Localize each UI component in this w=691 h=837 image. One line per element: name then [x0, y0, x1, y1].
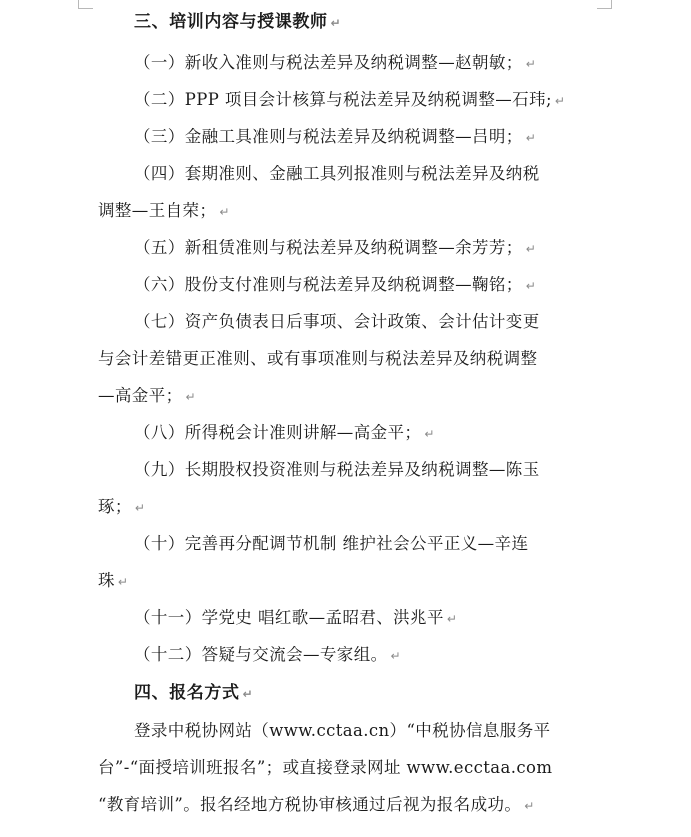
list-item-text: 珠	[98, 571, 115, 590]
list-item-text: （十二）答疑与交流会—专家组。	[134, 645, 388, 664]
list-item-text: （一）新收入准则与税法差异及纳税调整—赵朝敏；	[134, 53, 523, 72]
heading-text: 四、报名方式	[134, 683, 240, 703]
list-item	[134, 163, 594, 185]
list-item-text: 琢；	[98, 497, 132, 516]
paragraph-text: 登录中税协网站（www.cctaa.cn）“中税协信息服务平	[134, 721, 551, 740]
paragraph-mark: ↵	[424, 427, 435, 441]
list-item-text: （八）所得税会计准则讲解—高金平；	[134, 423, 422, 442]
paragraph-mark: ↵	[524, 799, 535, 813]
margin-corner-mark-right	[597, 0, 612, 9]
list-item-text: （七）资产负债表日后事项、会计政策、会计估计变更	[134, 312, 540, 331]
list-item-continuation	[98, 385, 598, 408]
list-item-text: （四）套期准则、金融工具列报准则与税法差异及纳税	[134, 164, 540, 183]
paragraph-text: “教育培训”。报名经地方税协审核通过后视为报名成功。	[98, 795, 522, 814]
list-item-text: （十一）学党史 唱红歌—孟昭君、洪兆平	[134, 608, 444, 627]
list-item-continuation	[98, 348, 598, 370]
list-item-continuation	[98, 496, 598, 519]
list-item-text: （十）完善再分配调节机制 维护社会公平正义—辛连	[134, 534, 529, 553]
list-item-text: —高金平；	[98, 386, 183, 405]
registration-paragraph-line	[98, 794, 598, 817]
list-item-text: （五）新租赁准则与税法差异及纳税调整—余芳芳；	[134, 238, 523, 257]
list-item	[134, 274, 634, 297]
paragraph-mark: ↵	[525, 131, 537, 145]
list-item	[134, 533, 634, 555]
list-item	[134, 126, 634, 149]
list-item-text: （九）长期股权投资准则与税法差异及纳税调整—陈玉	[134, 460, 540, 479]
section-heading-registration	[134, 682, 634, 705]
list-item-text: （二）PPP 项目会计核算与税法差异及纳税调整—石玮;	[134, 90, 552, 109]
list-item-text: 调整—王自荣；	[98, 201, 217, 220]
paragraph-mark: ↵	[117, 575, 129, 589]
paragraph-mark: ↵	[219, 205, 230, 219]
paragraph-mark: ↵	[554, 94, 566, 108]
paragraph-mark: ↵	[525, 57, 537, 71]
list-item	[134, 422, 634, 445]
paragraph-mark: ↵	[185, 390, 196, 404]
list-item	[134, 607, 634, 630]
list-item	[134, 237, 634, 260]
list-item	[134, 52, 634, 75]
paragraph-mark: ↵	[446, 612, 458, 626]
list-item-text: （六）股份支付准则与税法差异及纳税调整—鞠铭；	[134, 275, 523, 294]
registration-paragraph-line	[134, 720, 634, 742]
list-item-text: 与会计差错更正准则、或有事项准则与税法差异及纳税调整	[98, 349, 538, 368]
paragraph-mark: ↵	[525, 242, 537, 256]
paragraph-text: 台”-“面授培训班报名”；或直接登录网址 www.ecctaa.com	[98, 758, 553, 777]
list-item	[134, 644, 634, 667]
list-item-text: （三）金融工具准则与税法差异及纳税调整—吕明；	[134, 127, 523, 146]
registration-paragraph-line	[98, 757, 598, 779]
list-item	[134, 311, 634, 333]
list-item	[134, 89, 634, 112]
paragraph-mark: ↵	[525, 279, 537, 293]
paragraph-mark: ↵	[134, 501, 146, 515]
paragraph-mark: ↵	[390, 649, 401, 663]
paragraph-mark: ↵	[330, 16, 342, 30]
heading-text: 三、培训内容与授课教师	[134, 12, 328, 32]
list-item-continuation	[98, 200, 598, 223]
list-item	[134, 459, 634, 481]
section-heading-training-content	[134, 11, 634, 34]
margin-corner-mark-left	[78, 0, 93, 9]
list-item-continuation	[98, 570, 598, 593]
paragraph-mark: ↵	[242, 687, 254, 701]
